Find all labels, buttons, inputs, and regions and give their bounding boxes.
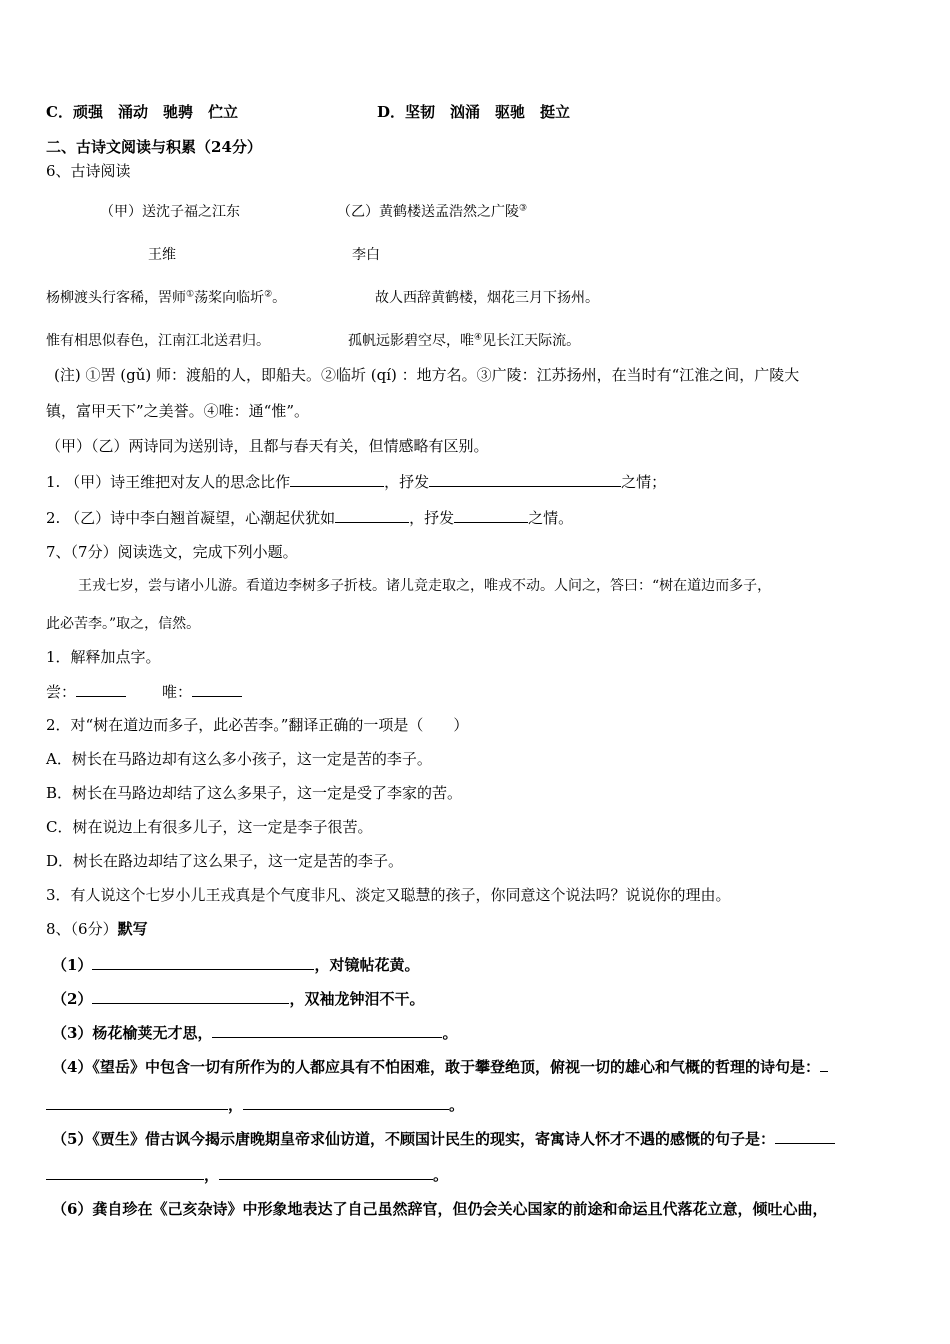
q5-option-c: C．顽强 涌动 驰骋 伫立 [46,103,238,121]
answer-blank[interactable] [192,681,242,697]
q8-item-3: （3）杨花榆荚无才思， 。 [52,1024,458,1042]
answer-blank[interactable] [454,507,528,523]
answer-blank[interactable] [92,954,314,970]
q8-item-6-line-1: （6）龚自珍在《己亥杂诗》中形象地表达了自己虽然辞官，但仍会关心国家的前途和命运且代落花立意，倾吐心曲， [52,1200,828,1218]
q7-option-c: C．树在说边上有很多儿子，这一定是李子很苦。 [46,818,373,836]
q7-option-a: A．树长在马路边却有这么多小孩子，这一定是苦的李子。 [46,750,432,768]
q7-label: 7、（7分）阅读选文，完成下列小题。 [46,543,298,561]
poem-a-line-2: 惟有相思似春色，江南江北送君归。 [46,333,270,349]
q7-sub-1-blanks: 尝： 唯： [46,681,242,702]
q6-sub-2: 2. （乙）诗中李白翘首凝望，心潮起伏犹如 ，抒发 之情。 [46,509,574,527]
answer-blank[interactable] [219,1164,433,1180]
q8-item-1: （1） ，对镜帖花黄。 [52,956,420,974]
q7-sub-2: 2．对“树在道边而多子，此必苦李。”翻译正确的一项是（ ） [46,716,469,734]
answer-blank[interactable] [212,1022,442,1038]
answer-blank[interactable] [290,471,384,487]
q8-item-2: （2） ，双袖龙钟泪不干。 [52,990,425,1008]
q7-sub-3: 3．有人说这个七岁小儿王戎真是个气度非凡、淡定又聪慧的孩子，你同意这个说法吗？说说你的理由。 [46,886,731,904]
poem-b-author: 李白 [352,247,380,263]
q7-option-b: B．树长在马路边却结了这么多果子，这一定是受了李家的苦。 [46,784,463,802]
answer-blank[interactable] [243,1094,449,1110]
q7-option-d: D．树长在路边却结了这么果子，这一定是苦的李子。 [46,852,404,870]
answer-blank[interactable] [775,1128,835,1144]
answer-blank[interactable] [335,507,409,523]
q8-label: 8、（6分）默写 [46,920,148,938]
poem-b-line-1: 故人西辞黄鹤楼，烟花三月下扬州。 [375,290,599,306]
answer-blank[interactable] [76,681,126,697]
q8-item-5-line-1: （5）《贾生》借古讽今揭示唐晚期皇帝求仙访道，不顾国计民生的现实，寄寓诗人怀才不遇的感慨的句子是： [52,1128,835,1149]
q8-item-4-line-2: ， 。 [46,1094,464,1115]
q7-sub-1: 1．解释加点字。 [46,648,161,666]
q7-passage-line-1: 王戎七岁，尝与诸小儿游。看道边李树多子折枝。诸儿竞走取之，唯戎不动。人问之，答曰：“树在道边而多子， [78,578,772,594]
section-title: 二、古诗文阅读与积累（24分） [46,138,262,156]
poem-a-title: （甲）送沈子福之江东 [100,204,240,220]
answer-blank[interactable] [429,471,621,487]
answer-blank[interactable] [92,988,289,1004]
q8-item-4-line-1: （4）《望岳》中包含一切有所作为的人都应具有不怕困难，敢于攀登绝顶，俯视一切的雄心和气概的哲理的诗句是： [52,1056,828,1077]
q7-passage-line-2: 此必苦李。”取之，信然。 [46,616,201,632]
poem-b-title: （乙）黄鹤楼送孟浩然之广陵③ [337,203,528,220]
q6-intro: （甲）（乙）两诗同为送别诗，且都与春天有关，但情感略有区别。 [46,437,489,455]
poem-b-line-2: 孤帆远影碧空尽，唯④见长江天际流。 [348,332,581,349]
q6-sub-1: 1. （甲）诗王维把对友人的思念比作 ，抒发 之情； [46,473,667,491]
q6-label: 6、古诗阅读 [46,162,131,180]
poem-notes-line-1: (注) ①罟 (gǔ) 师：渡船的人，即船夫。②临圻 (qí) ：地方名。③广陵：江苏扬州，在当时有“江淮之间，广陵大 [54,366,800,384]
q8-item-5-line-2: ， 。 [46,1164,448,1185]
q5-option-d: D．坚韧 汹涌 驱驰 挺立 [377,103,571,121]
poem-notes-line-2: 镇，富甲天下”之美誉。④唯：通“惟”。 [46,402,310,420]
answer-blank[interactable] [46,1094,228,1110]
answer-blank[interactable] [46,1164,204,1180]
answer-blank[interactable] [820,1056,828,1072]
poem-a-author: 王维 [148,247,176,263]
poem-a-line-1: 杨柳渡头行客稀，罟师①荡桨向临圻②。 [46,289,287,306]
